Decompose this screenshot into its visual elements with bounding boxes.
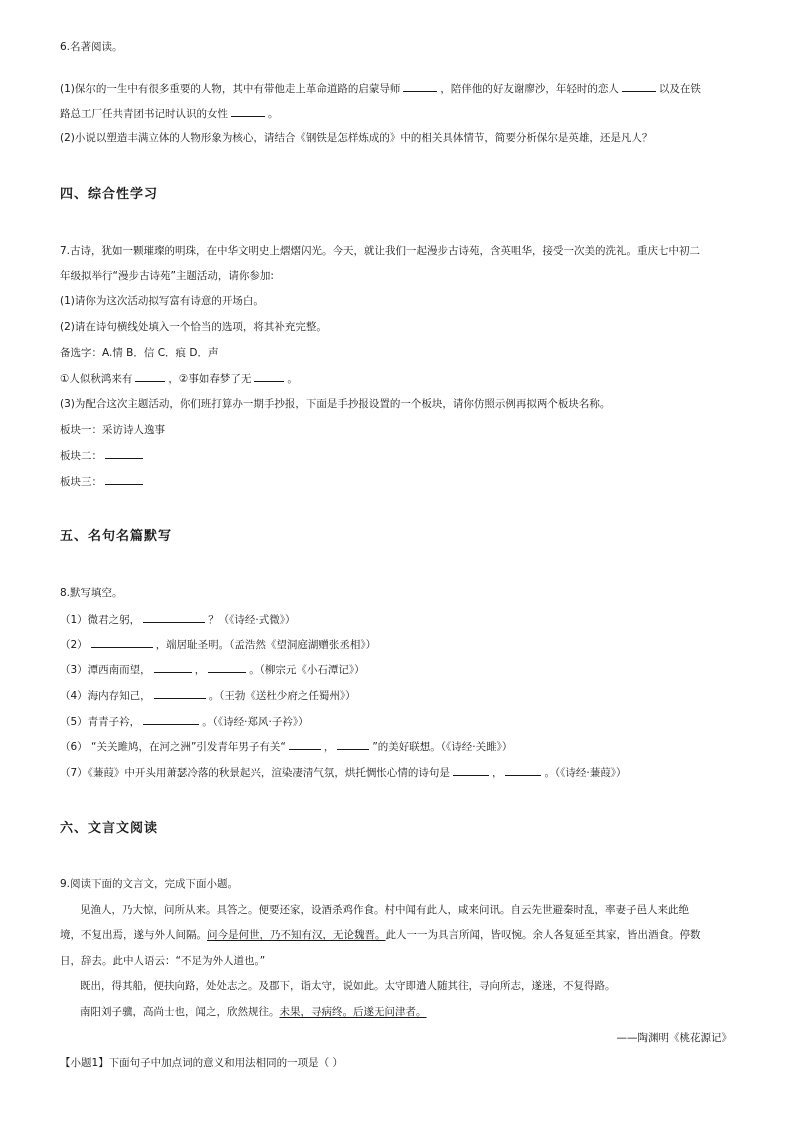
- q6-part2: (2)小说以塑造丰满立体的人物形象为核心，请结合《钢铁是怎样炼成的》中的相关具体情节，简要分析保尔是英雄，还是凡人？: [60, 132, 653, 144]
- q8-line2: （2） ，端居耻圣明。（孟浩然《望洞庭湖赠张丞相》）: [60, 639, 377, 651]
- q9-text-line1: 见渔人，乃大惊，问所从来。具答之。便要还家，设酒杀鸡作食。村中闻有此人，咸来问讯。自云先世避秦时乱，率妻子邑人来此绝: [80, 904, 689, 916]
- answer-blank[interactable]: [91, 637, 153, 648]
- q6-title: 6.名著阅读。: [60, 41, 123, 53]
- q7-fill-line: ①人似秋鸿来有 ，②事如春梦了无 。: [60, 373, 298, 385]
- answer-blank[interactable]: [453, 765, 489, 776]
- underlined-sentence: 未果，寻病终。后遂无问津者。: [279, 1006, 427, 1018]
- answer-blank[interactable]: [231, 106, 265, 117]
- q7-part2: (2)请在诗句横线处填入一个恰当的选项，将其补充完整。: [60, 321, 327, 333]
- underlined-sentence: 问今是何世，乃不知有汉，无论魏晋。: [207, 929, 386, 941]
- q9-text-line3: 日，辞去。此中人语云：“不足为外人道也。”: [60, 955, 266, 967]
- q8-line3: （3）潭西南而望， ， 。（柳宗元《小石潭记》）: [60, 664, 365, 676]
- section-heading-4: 四、综合性学习: [60, 187, 159, 202]
- q9-text-line4: 既出，得其船，便扶向路，处处志之。及郡下，诣太守，说如此。太守即遣人随其往，寻向所志，遂迷，不复得路。: [80, 980, 616, 992]
- q9-subquestion1: 【小题1】下面句子中加点词的意义和用法相同的一项是（ ）: [60, 1057, 344, 1069]
- q8-title: 8.默写填空。: [60, 587, 123, 599]
- answer-blank[interactable]: [403, 81, 437, 92]
- q9-text-line2: 境，不复出焉，遂与外人间隔。问今是何世，乃不知有汉，无论魏晋。此人一一为具言所闻，皆叹惋。余人各复延至其家，皆出酒食。停数: [60, 929, 701, 941]
- answer-blank[interactable]: [135, 371, 165, 382]
- q8-line6: （6） “关关雎鸠，在河之洲”引发青年男子有关“ ， ”的美好联想。（《诗经·关雎》）: [60, 741, 513, 753]
- answer-blank[interactable]: [154, 662, 192, 673]
- answer-blank[interactable]: [143, 612, 205, 623]
- answer-blank[interactable]: [154, 688, 206, 699]
- q7-intro-line1: 7.古诗，犹如一颗璀璨的明珠，在中华文明史上熠熠闪光。今天，就让我们一起漫步古诗苑，含英咀华，接受一次美的洗礼。重庆七中初二: [60, 245, 701, 257]
- q7-intro-line2: 年级拟举行“漫步古诗苑”主题活动，请你参加:: [60, 270, 274, 282]
- q6-part1-line1: (1)保尔的一生中有很多重要的人物，其中有带他走上革命道路的启蒙导师 ，陪伴他的好友谢廖沙，年轻时的恋人 以及在铁: [60, 83, 701, 95]
- q7-part3: (3)为配合这次主题活动，你们班打算办一期手抄报，下面是手抄报设置的一个板块，请你仿照示例再拟两个板块名称。: [60, 398, 611, 410]
- q7-options: 备选字：A.情 B．信 C．痕 D．声: [60, 347, 219, 359]
- section-heading-5: 五、名句名篇默写: [60, 529, 173, 544]
- answer-blank[interactable]: [254, 371, 284, 382]
- q7-board3: 板块三：: [60, 474, 146, 489]
- answer-blank[interactable]: [622, 81, 656, 92]
- q7-board1: 板块一：采访诗人逸事: [60, 424, 165, 436]
- q8-line5: （5）青青子衿， 。（《诗经·郑风·子衿》）: [60, 716, 309, 728]
- q6-part1-line2: 路总工厂任共青团书记时认识的女性 。: [60, 108, 279, 120]
- answer-blank[interactable]: [289, 739, 321, 750]
- answer-blank[interactable]: [337, 739, 369, 750]
- q8-line7: （7）《蒹葭》中开头用萧瑟冷落的秋景起兴，渲染凄清气氛，烘托惆怅心情的诗句是 ， 。（《诗经·蒹葭》）: [60, 767, 627, 779]
- section-heading-6: 六、文言文阅读: [60, 821, 159, 836]
- answer-blank[interactable]: [143, 714, 199, 725]
- answer-blank[interactable]: [505, 765, 541, 776]
- q9-source: ——陶渊明《桃花源记》: [616, 1032, 732, 1044]
- q9-text-line5: 南阳刘子骥，高尚士也，闻之，欣然规往。未果，寻病终。后遂无问津者。: [80, 1006, 427, 1018]
- q8-line4: （4）海内存知己， 。（王勃《送杜少府之任蜀州》）: [60, 690, 356, 702]
- q9-title: 9.阅读下面的文言文，完成下面小题。: [60, 878, 239, 890]
- q8-line1: （1）微君之躬， ？（《诗经·式微》）: [60, 614, 296, 626]
- q7-board2: 板块二：: [60, 448, 146, 463]
- answer-blank[interactable]: [208, 662, 246, 673]
- q7-part1: (1)请你为这次活动拟写富有诗意的开场白。: [60, 295, 264, 307]
- answer-blank[interactable]: [105, 474, 143, 485]
- answer-blank[interactable]: [105, 448, 143, 459]
